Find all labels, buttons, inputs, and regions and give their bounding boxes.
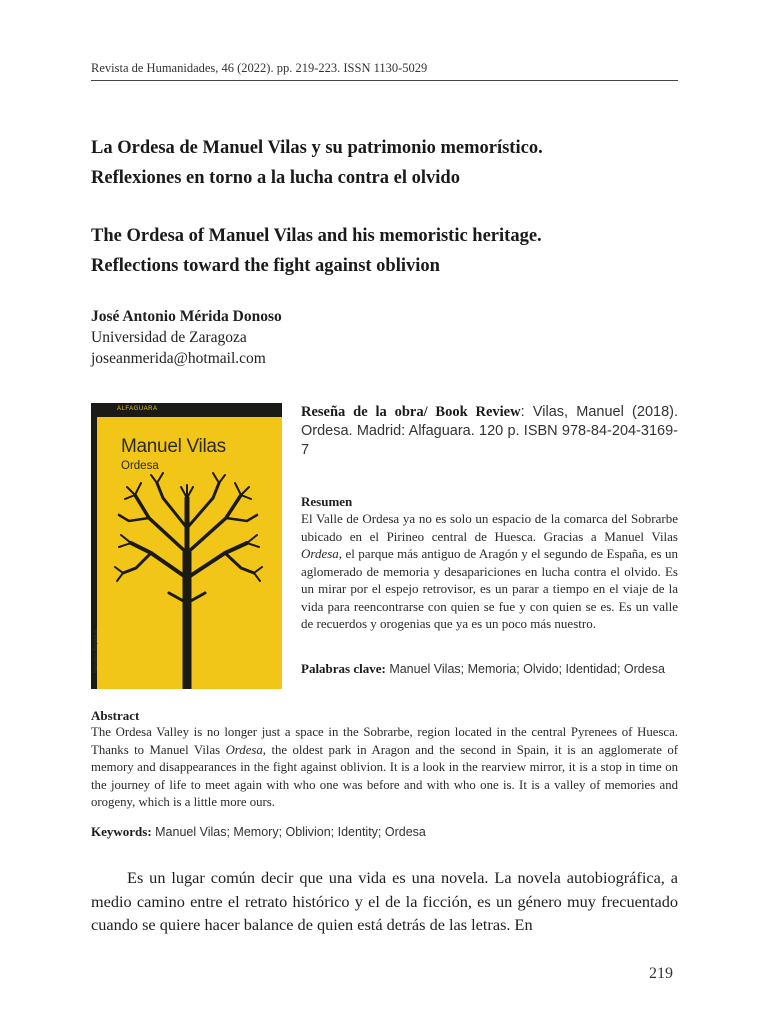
abstract-italic-title: Ordesa bbox=[225, 742, 263, 757]
cover-title: Ordesa bbox=[121, 460, 159, 472]
running-head: Revista de Humanidades, 46 (2022). pp. 219-223. ISSN 1130-5029 bbox=[91, 61, 678, 81]
author-email: joseanmerida@hotmail.com bbox=[91, 350, 266, 367]
title-spanish-line-1: La Ordesa de Manuel Vilas y su patrimonio memorístico. bbox=[91, 138, 543, 158]
book-review-label: Reseña de la obra/ Book Review bbox=[301, 404, 521, 420]
book-review-reference: : Vilas, Manuel (2018). Ordesa. Madrid: Alfaguara. 120 p. ISBN 978-84-204-3169-7 bbox=[301, 404, 678, 458]
author-block bbox=[91, 306, 282, 369]
title-english bbox=[91, 221, 691, 281]
keywords-label: Keywords: bbox=[91, 824, 152, 839]
body-paragraph: Es un lugar común decir que una vida es una novela. La novela autobiográfica, a medio camino entre el retrato histórico y el de la ficción, es un género muy frecuentado cuando se quiere hacer balance de quien está detrás de las letras. En bbox=[91, 868, 678, 934]
palabras-clave-label: Palabras clave: bbox=[301, 661, 386, 676]
page-number: 219 bbox=[649, 965, 673, 982]
title-english-line-1: The Ordesa of Manuel Vilas and his memoristic heritage. bbox=[91, 226, 542, 246]
resumen-text-part-2: , el parque más antiguo de Aragón y el segundo de España, es un aglomerado de memoria y desapariciones en lucha contra el olvido. Es un mirar por el espejo retrovisor, es un parar a tiempo en el viaje de la vida para reencontrarse con quien se fue y con quien se es. Es un valle de recuerdos y orogenias que ya es un poco más nuestro. bbox=[301, 546, 678, 631]
cover-author: Manuel Vilas bbox=[121, 436, 226, 457]
resumen-italic-title: Ordesa bbox=[301, 546, 339, 561]
author-affiliation: Universidad de Zaragoza bbox=[91, 329, 247, 346]
cover-publisher: ALFAGUARA bbox=[117, 406, 158, 412]
resumen-text bbox=[301, 510, 678, 633]
title-spanish bbox=[91, 133, 691, 193]
abstract-text bbox=[91, 724, 678, 812]
abstract-text-part-1: The Ordesa Valley is no longer just a space in the Sobrarbe, region located in the central Pyrenees of Huesca. Thanks to Manuel Vilas bbox=[91, 725, 678, 757]
author-name: José Antonio Mérida Donoso bbox=[91, 308, 282, 325]
cover-series-text: Narrativa Hispánica bbox=[93, 629, 99, 673]
abstract-heading: Abstract bbox=[91, 708, 140, 723]
keywords-text: Manuel Vilas; Memory; Oblivion; Identity; Ordesa bbox=[151, 825, 426, 839]
title-spanish-line-2: Reflexiones en torno a la lucha contra el olvido bbox=[91, 168, 460, 188]
abstract-text-part-2: , the oldest park in Aragon and the second in Spain, it is an agglomerate of memory and disappearances in the fight against oblivion. It is a look in the rearview mirror, it is a stop in time on the journey of life to meet again with who one was before and with who one is. It is a valley of memories and orogeny, which is a little more ours. bbox=[91, 742, 678, 809]
book-cover-image bbox=[91, 403, 282, 689]
book-review-citation bbox=[301, 403, 678, 460]
resumen-heading: Resumen bbox=[301, 494, 353, 509]
palabras-clave bbox=[301, 660, 678, 678]
title-english-line-2: Reflections toward the fight against oblivion bbox=[91, 256, 440, 276]
palabras-clave-text: Manuel Vilas; Memoria; Olvido; Identidad; Ordesa bbox=[385, 662, 665, 676]
keywords bbox=[91, 824, 678, 840]
resumen-text-part-1: El Valle de Ordesa ya no es solo un espacio de la comarca del Sobrarbe ubicado en el Pirineo central de Huesca. Gracias a Manuel Vilas bbox=[301, 511, 678, 544]
